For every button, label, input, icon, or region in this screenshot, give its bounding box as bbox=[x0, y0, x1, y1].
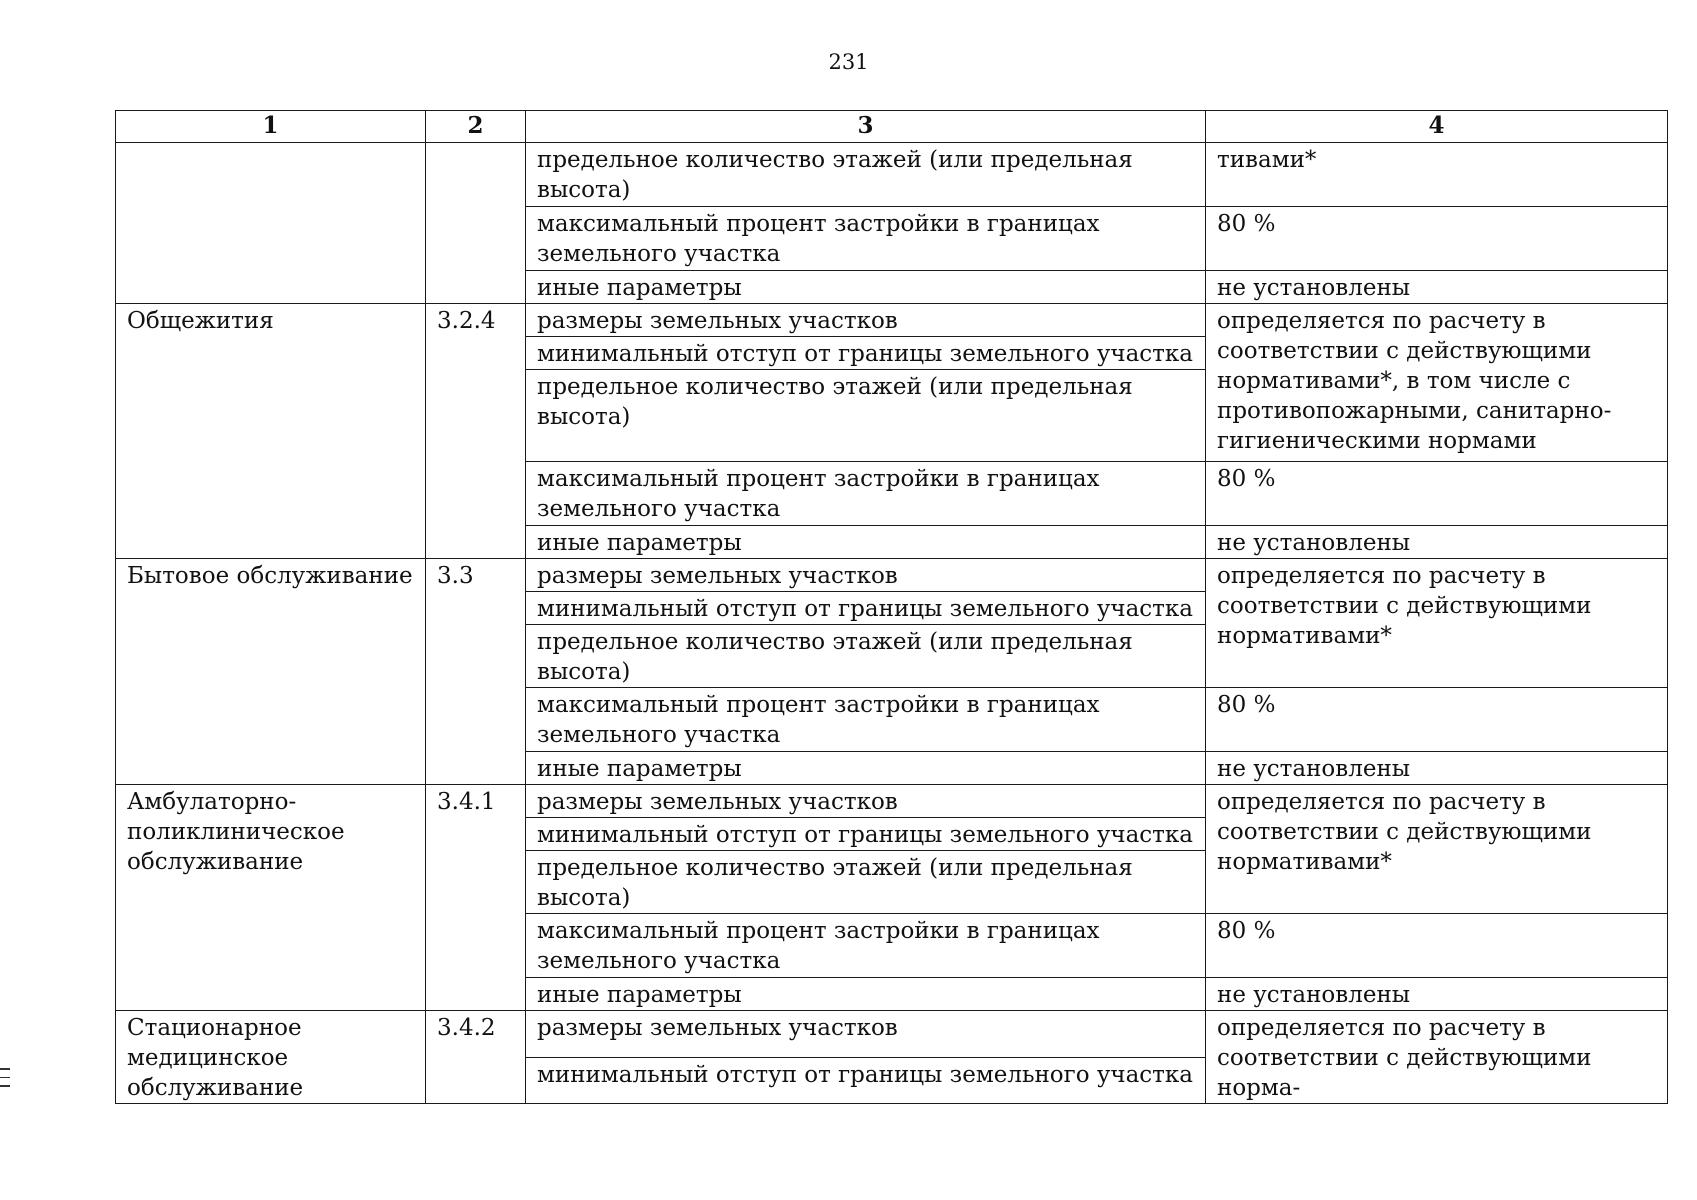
param-cell: максимальный процент застройки в границах земельного участка bbox=[526, 462, 1206, 526]
code-cell bbox=[426, 143, 526, 304]
param-cell: размеры земельных участков bbox=[526, 559, 1206, 592]
param-cell: иные параметры bbox=[526, 271, 1206, 304]
param-cell: размеры земельных участков bbox=[526, 1011, 1206, 1058]
margin-tick bbox=[0, 1068, 10, 1070]
value-cell: определяется по расчету в соответствии с действующими норма- bbox=[1206, 1011, 1668, 1104]
value-cell: не установлены bbox=[1206, 752, 1668, 785]
value-cell: определяется по расчету в соответствии с действующими нормативами* bbox=[1206, 559, 1668, 688]
value-cell: 80 % bbox=[1206, 207, 1668, 271]
param-cell: максимальный процент застройки в границах земельного участка bbox=[526, 688, 1206, 752]
value-cell: не установлены bbox=[1206, 271, 1668, 304]
column-header-2: 2 bbox=[426, 111, 526, 143]
value-cell: 80 % bbox=[1206, 688, 1668, 752]
param-cell: иные параметры bbox=[526, 526, 1206, 559]
header-row bbox=[116, 111, 1668, 143]
param-cell: предельное количество этажей (или предельная высота) bbox=[526, 370, 1206, 462]
table-row bbox=[116, 143, 1668, 207]
value-cell: 80 % bbox=[1206, 462, 1668, 526]
param-cell: предельное количество этажей (или предельная высота) bbox=[526, 143, 1206, 207]
use-type-cell: Стационарное медицинское обслуживание bbox=[116, 1011, 426, 1104]
code-cell: 3.4.1 bbox=[426, 785, 526, 1011]
page-number: 231 bbox=[828, 50, 869, 74]
margin-tick bbox=[0, 1085, 10, 1087]
param-cell: минимальный отступ от границы земельного участка bbox=[526, 592, 1206, 625]
param-cell: минимальный отступ от границы земельного участка bbox=[526, 337, 1206, 370]
value-cell: тивами* bbox=[1206, 143, 1668, 207]
table-row bbox=[116, 559, 1668, 592]
value-cell: 80 % bbox=[1206, 914, 1668, 978]
column-header-3: 3 bbox=[526, 111, 1206, 143]
param-cell: максимальный процент застройки в границах земельного участка bbox=[526, 914, 1206, 978]
value-cell: не установлены bbox=[1206, 978, 1668, 1011]
param-cell: минимальный отступ от границы земельного участка bbox=[526, 1057, 1206, 1104]
value-cell: не установлены bbox=[1206, 526, 1668, 559]
param-cell: иные параметры bbox=[526, 752, 1206, 785]
use-type-cell: Амбулаторно-поликлиническое обслуживание bbox=[116, 785, 426, 1011]
table-row bbox=[116, 1011, 1668, 1058]
param-cell: предельное количество этажей (или предельная высота) bbox=[526, 625, 1206, 688]
param-cell: предельное количество этажей (или предельная высота) bbox=[526, 851, 1206, 914]
param-cell: минимальный отступ от границы земельного участка bbox=[526, 818, 1206, 851]
use-type-cell bbox=[116, 143, 426, 304]
use-type-cell: Общежития bbox=[116, 304, 426, 559]
code-cell: 3.3 bbox=[426, 559, 526, 785]
column-header-4: 4 bbox=[1206, 111, 1668, 143]
code-cell: 3.2.4 bbox=[426, 304, 526, 559]
margin-tick bbox=[0, 1077, 10, 1079]
use-type-cell: Бытовое обслуживание bbox=[116, 559, 426, 785]
regulations-table bbox=[115, 110, 1668, 1104]
table-row bbox=[116, 304, 1668, 337]
table-row bbox=[116, 785, 1668, 818]
param-cell: размеры земельных участков bbox=[526, 304, 1206, 337]
param-cell: максимальный процент застройки в границах земельного участка bbox=[526, 207, 1206, 271]
param-cell: иные параметры bbox=[526, 978, 1206, 1011]
value-cell: определяется по расчету в соответствии с действующими нормативами*, в том числе с противопожарными, санитарно-гигиеническими нормами bbox=[1206, 304, 1668, 462]
column-header-1: 1 bbox=[116, 111, 426, 143]
value-cell: определяется по расчету в соответствии с действующими нормативами* bbox=[1206, 785, 1668, 914]
param-cell: размеры земельных участков bbox=[526, 785, 1206, 818]
margin-marks bbox=[0, 1068, 10, 1094]
code-cell: 3.4.2 bbox=[426, 1011, 526, 1104]
